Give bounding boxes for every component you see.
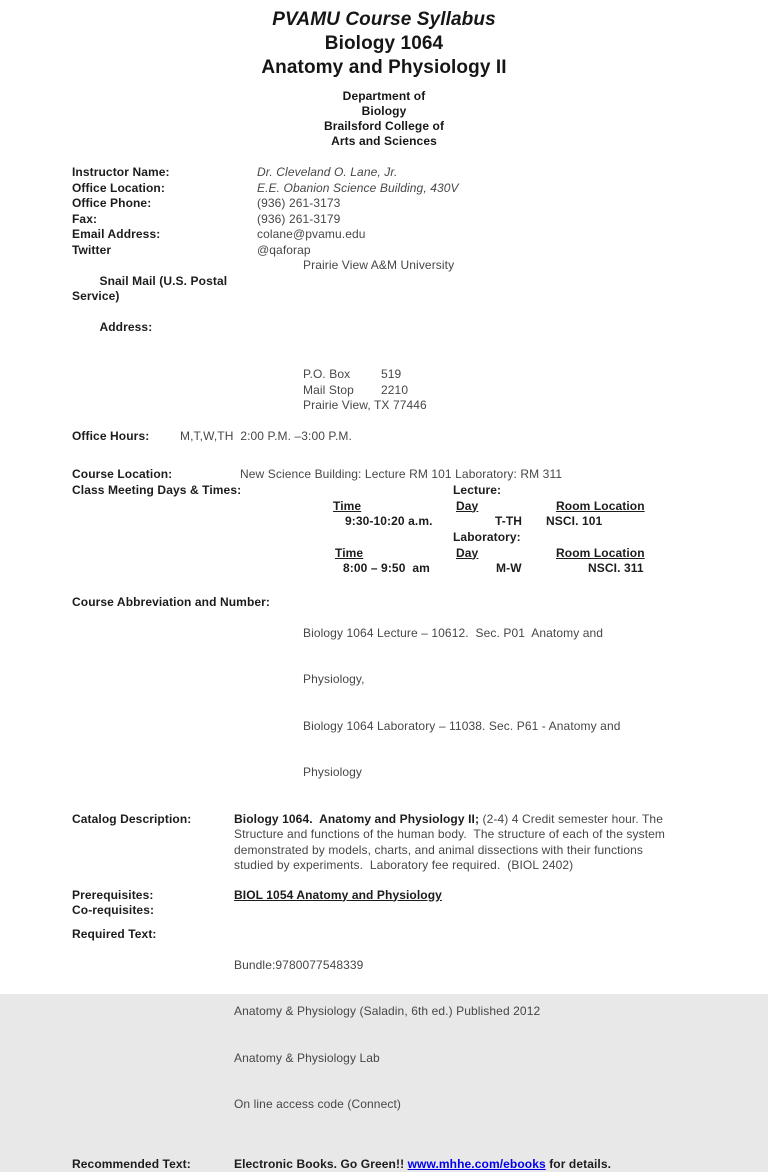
- course-abbreviation-value: [303, 595, 621, 812]
- course-abbreviation-line: Physiology,: [303, 672, 621, 688]
- po-box-line: [303, 367, 696, 383]
- course-location-label: Course Location:: [72, 467, 240, 483]
- required-text-line: On line access code (Connect): [234, 1097, 540, 1113]
- snail-mail-label-line2: Address:: [99, 320, 152, 334]
- required-text-line: Anatomy & Physiology (Saladin, 6th ed.) Published 2012: [234, 1004, 540, 1020]
- recommended-text-row: [72, 1157, 696, 1172]
- office-phone-row: [72, 196, 696, 212]
- recommended-text-label: Recommended Text:: [72, 1157, 234, 1172]
- lab-day-value: M-W: [496, 561, 522, 577]
- office-location-row: [72, 181, 696, 197]
- postal-address-block: [303, 367, 696, 414]
- po-box-value: 519: [381, 367, 401, 381]
- lab-room-header: Room Location: [556, 546, 645, 562]
- twitter-label: Twitter: [72, 243, 257, 259]
- prerequisites-row: [72, 888, 696, 904]
- lecture-section-label: Lecture:: [453, 483, 501, 499]
- recommended-text-value: [234, 1157, 611, 1172]
- lab-day-header: Day: [456, 546, 478, 562]
- contact-section: [72, 165, 696, 351]
- course-location-value: New Science Building: Lecture RM 101 Laboratory: RM 311: [240, 467, 562, 483]
- required-text-line: Anatomy & Physiology Lab: [234, 1051, 540, 1067]
- city-state-zip-line: Prairie View, TX 77446: [303, 398, 696, 414]
- snail-mail-label: [72, 258, 257, 351]
- required-text-row: [72, 927, 696, 1144]
- recommended-text-tail: for details.: [546, 1157, 611, 1171]
- course-abbreviation-line: Physiology: [303, 765, 621, 781]
- office-location-value: E.E. Obanion Science Building, 430V: [257, 181, 459, 197]
- catalog-description-label: Catalog Description:: [72, 812, 234, 828]
- catalog-description-row: [72, 812, 696, 874]
- course-abbreviation-line: Biology 1064 Lecture – 10612. Sec. P01 Anatomy and: [303, 626, 621, 642]
- class-meeting-label: Class Meeting Days & Times:: [72, 483, 241, 499]
- corequisites-label: Co-requisites:: [72, 903, 234, 919]
- lecture-day-value: T-TH: [495, 514, 522, 530]
- department-line: Biology: [72, 104, 696, 119]
- course-location-row: [72, 467, 696, 483]
- course-abbreviation-label: Course Abbreviation and Number:: [72, 595, 303, 611]
- course-name-title: Anatomy and Physiology II: [72, 56, 696, 80]
- course-abbreviation-row: [72, 595, 696, 812]
- snail-mail-label-line1: Snail Mail (U.S. Postal Service): [72, 274, 231, 304]
- required-text-line: Bundle:9780077548339: [234, 958, 540, 974]
- office-hours-row: [72, 429, 696, 445]
- catalog-description-course-bold: Biology 1064. Anatomy and Physiology II;: [234, 812, 479, 826]
- instructor-name-row: [72, 165, 696, 181]
- lab-time-header: Time: [335, 546, 363, 562]
- department-line: Brailsford College of: [72, 119, 696, 134]
- instructor-name-label: Instructor Name:: [72, 165, 257, 181]
- lab-time-value: 8:00 – 9:50 am: [343, 561, 430, 577]
- office-phone-label: Office Phone:: [72, 196, 257, 212]
- mail-stop-line: [303, 383, 696, 399]
- lecture-time-value: 9:30-10:20 a.m.: [345, 514, 433, 530]
- office-hours-label: Office Hours:: [72, 429, 180, 445]
- office-hours-value: M,T,W,TH 2:00 P.M. –3:00 P.M.: [180, 429, 352, 445]
- po-box-label: P.O. Box: [303, 367, 381, 383]
- lecture-room-header: Room Location: [556, 499, 645, 515]
- twitter-row: [72, 243, 696, 259]
- fax-label: Fax:: [72, 212, 257, 228]
- corequisites-row: [72, 903, 696, 919]
- catalog-description-body: (2-4) 4 Credit semester hour. The Structure and functions of the human body. The structure of each of the system demonstrated by models, charts, and animal dissections with their functions studied by experiments. Laboratory fee required. (BIOL 2402): [234, 812, 668, 873]
- fax-value: (936) 261-3179: [257, 212, 340, 228]
- mail-stop-label: Mail Stop: [303, 383, 381, 399]
- laboratory-section-label: Laboratory:: [453, 530, 521, 546]
- page-title: PVAMU Course Syllabus: [72, 8, 696, 32]
- snail-mail-row: [72, 258, 696, 351]
- class-schedule-table: [72, 483, 696, 579]
- catalog-description-value: [234, 812, 667, 874]
- prerequisites-value: BIOL 1054 Anatomy and Physiology: [234, 888, 442, 904]
- department-line: Arts and Sciences: [72, 134, 696, 149]
- instructor-name-value: Dr. Cleveland O. Lane, Jr.: [257, 165, 397, 181]
- department-block: [72, 89, 696, 149]
- snail-mail-value: Prairie View A&M University: [257, 258, 454, 274]
- lecture-time-header: Time: [333, 499, 361, 515]
- lecture-room-value: NSCI. 101: [546, 514, 602, 530]
- twitter-value: @qaforap: [257, 243, 311, 259]
- course-number-title: Biology 1064: [72, 32, 696, 56]
- office-location-label: Office Location:: [72, 181, 257, 197]
- email-value: colane@pvamu.edu: [257, 227, 366, 243]
- email-row: [72, 227, 696, 243]
- required-text-value: [234, 927, 540, 1144]
- prerequisites-label: Prerequisites:: [72, 888, 234, 904]
- email-label: Email Address:: [72, 227, 257, 243]
- lecture-day-header: Day: [456, 499, 478, 515]
- ebooks-link[interactable]: www.mhhe.com/ebooks: [408, 1157, 546, 1171]
- required-text-label: Required Text:: [72, 927, 234, 943]
- mail-stop-value: 2210: [381, 383, 408, 397]
- office-phone-value: (936) 261-3173: [257, 196, 340, 212]
- recommended-text-lead: Electronic Books. Go Green!!: [234, 1157, 408, 1171]
- fax-row: [72, 212, 696, 228]
- course-abbreviation-line: Biology 1064 Laboratory – 11038. Sec. P61 - Anatomy and: [303, 719, 621, 735]
- title-block: [72, 8, 696, 80]
- department-line: Department of: [72, 89, 696, 104]
- lab-room-value: NSCI. 311: [588, 561, 644, 577]
